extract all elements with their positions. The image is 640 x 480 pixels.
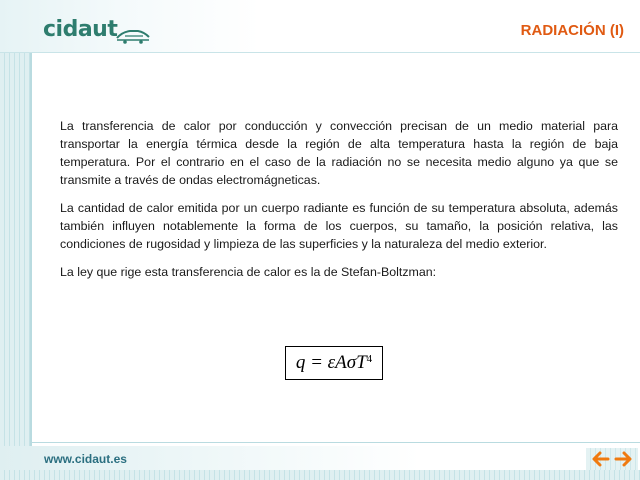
stefan-boltzmann-equation xyxy=(285,346,383,380)
header-divider xyxy=(0,52,640,53)
paragraph-2: La cantidad de calor emitida por un cuerpo radiante es función de su temperatura absoluta, además también influyen notablemente la forma de los cuerpos, su tamaño, la posición relativa, las condiciones de rugosidad y limpieza de las superficies y la naturaleza del medio exterior. xyxy=(60,201,618,251)
footer-stripe-decoration xyxy=(0,470,640,480)
equation-exponent: 4 xyxy=(366,353,373,365)
paragraph-1: La transferencia de calor por conducción y convección precisan de un medio material para transportar la energía térmica desde la región de alta temperatura hasta la región de baja temperatura. Por el contrario en el caso de la radiación no se necesita medio alguno ya que se transmite a través de ondas electromágneticas. xyxy=(60,119,618,187)
cidaut-logo: cidaut xyxy=(43,17,118,42)
equation-body: q = εAσT xyxy=(295,352,367,373)
car-logo-icon xyxy=(116,26,150,44)
footer-divider xyxy=(30,442,640,443)
paragraph-3: La ley que rige esta transferencia de calor es la de Stefan-Boltzman: xyxy=(60,265,437,279)
website-link[interactable]: www.cidaut.es xyxy=(44,452,127,466)
slide-body xyxy=(60,117,618,291)
left-stripe-edge xyxy=(30,0,32,480)
left-stripe-decoration xyxy=(0,0,30,480)
arrow-left-icon[interactable] xyxy=(592,451,610,467)
slide-title: RADIACIÓN (I) xyxy=(520,22,624,39)
arrow-right-icon[interactable] xyxy=(614,451,632,467)
